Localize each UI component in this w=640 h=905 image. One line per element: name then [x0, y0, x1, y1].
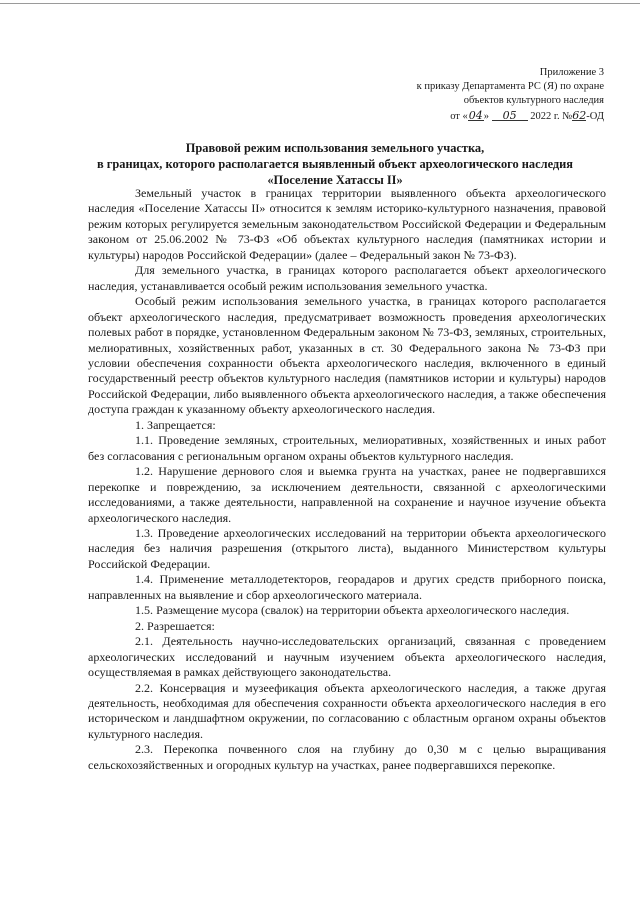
appendix-label: Приложение 3	[539, 67, 604, 78]
date-day: 04	[468, 108, 483, 122]
document-body	[88, 186, 606, 773]
document-title	[88, 140, 582, 188]
order-suffix: -ОД	[586, 110, 604, 122]
appendix-header	[364, 66, 604, 124]
clause-2-2: 2.2. Консервация и музеефикация объекта археологического наследия, а также другая деятельность, необходимая для обеспечения сохранности объекта археологического наследия в его историческом и ландшафтном окружении, по согласованию с областным органом охраны объектов культурного наследия.	[88, 680, 606, 741]
date-quote: »	[483, 110, 490, 122]
clause-1-5: 1.5. Размещение мусора (свалок) на территории объекта археологического наследия.	[135, 603, 570, 618]
clause-2-1: 2.1. Деятельность научно-исследовательских организаций, связанная с проведением археологических исследований и научным изучением объекта археологического наследия, осуществляемая в рамках действующего законодательства.	[88, 634, 606, 680]
scan-edge-line	[0, 3, 640, 4]
clause-1-2: 1.2. Нарушение дернового слоя и выемка грунта на участках, ранее не подвергавшихся перекопке и повреждению, за исключением деятельности, связанной с археологическими исследованиями, а также деятельности, направленной на сохранение и научное изучение объекта археологического наследия.	[88, 464, 606, 525]
clause-2-3: 2.3. Перекопка почвенного слоя на глубину до 0,30 м с целью выращивания сельскохозяйственных и огородных культур на участках, ранее подвергавшихся перекопке.	[88, 742, 606, 772]
title-line-2: в границах, которого располагается выявленный объект археологического наследия	[96, 157, 574, 171]
clause-1-1: 1.1. Проведение земляных, строительных, мелиоративных, хозяйственных и иных работ без согласования с региональным органом охраны объектов культурного наследия.	[88, 433, 606, 463]
order-number: 62	[572, 108, 587, 122]
allowed-heading: 2. Разрешается:	[135, 618, 215, 633]
appendix-order-reference: к приказу Департамента РС (Я) по охране	[416, 81, 604, 93]
title-line-1: Правовой режим использования земельного участка,	[185, 141, 485, 155]
date-year: 2022 г. №	[530, 110, 573, 122]
appendix-department: объектов культурного наследия	[463, 95, 604, 107]
date-prefix: от «	[450, 110, 468, 122]
prohibited-heading: 1. Запрещается:	[135, 417, 216, 432]
title-line-3: «Поселение Хатассы II»	[267, 173, 403, 187]
clause-1-4: 1.4. Применение металлодетекторов, георадаров и других средств приборного поиска, направленных на выявление и сбор археологического материала.	[88, 572, 606, 602]
clause-1-3: 1.3. Проведение археологических исследований на территории объекта археологического наследия без наличия разрешения (открытого листа), выданного Министерством культуры Российской Федерации.	[88, 525, 606, 571]
intro-paragraph: Земельный участок в границах территории выявленного объекта археологического наследия «Поселение Хатассы II» относится к землям историко-культурного назначения, правовой режим которых регулируется земельным законодательством Российской Федерации и Федеральным законом от 25.06.2002 № 73-ФЗ «Об объектах культурного наследия (памятниках истории и культуры) народов Российской Федерации» (далее – Федеральный закон № 73-ФЗ).	[88, 186, 606, 262]
special-regime-paragraph: Особый режим использования земельного участка, в границах которого располагается объект археологического наследия, предусматривает возможность проведения археологических полевых работ в порядке, установленном Федеральным законом № 73-ФЗ, земляных, строительных, мелиоративных, хозяйственных работ, указанных в ст. 30 Федерального закона № 73-ФЗ при условии обеспечения сохранности объекта археологического наследия, включенного в единый государственный реестр объектов культурного наследия (памятников истории и культуры) народов Российской Федерации, либо выявленного объекта археологического наследия, а также обеспечения доступа граждан к указанному объекту археологического наследия.	[88, 294, 606, 417]
regime-paragraph: Для земельного участка, в границах которого располагается объект археологического наследия, устанавливается особый режим использования земельного участка.	[88, 263, 606, 293]
appendix-date-line	[364, 109, 604, 124]
date-month: 05	[492, 109, 528, 121]
